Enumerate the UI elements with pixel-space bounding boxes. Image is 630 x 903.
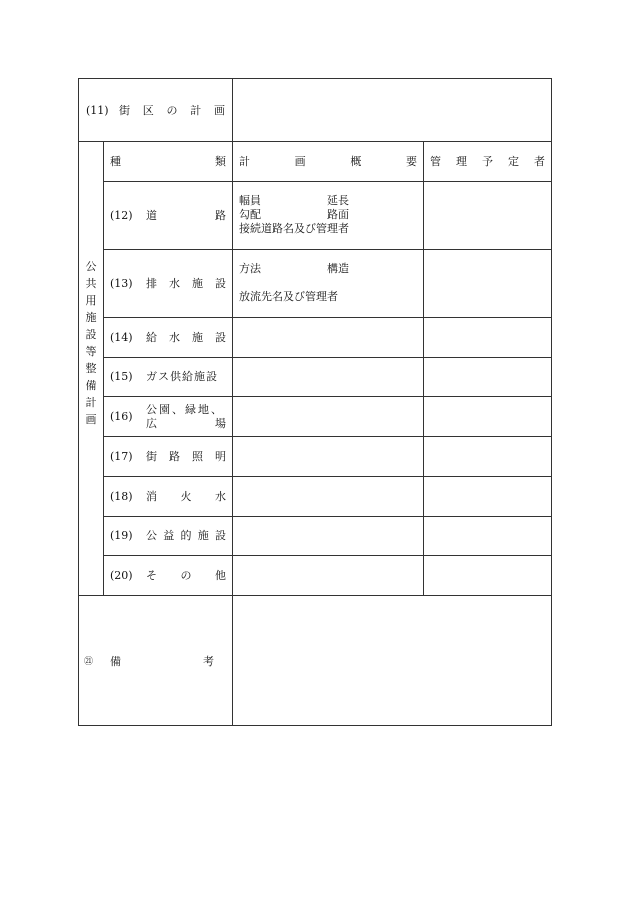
divider xyxy=(103,555,552,556)
label-char: の xyxy=(166,104,178,117)
row-number: ㉑ xyxy=(84,657,94,667)
label-char: 路 xyxy=(215,209,226,222)
public-facilities-title: 公共用施設等整備計画 xyxy=(85,260,97,426)
row-label-water xyxy=(146,331,226,344)
overview-line: 放流先名及び管理者 xyxy=(239,290,338,303)
header-overview xyxy=(239,155,417,168)
label-char: 水 xyxy=(169,277,180,290)
row-number: (16) xyxy=(110,410,133,423)
label-char: 計 xyxy=(190,104,202,117)
row-number: (13) xyxy=(110,277,133,290)
label-char: 施 xyxy=(192,331,203,344)
row-number: (20) xyxy=(110,569,133,582)
label-char: 水 xyxy=(169,331,180,344)
label-char: 施 xyxy=(192,277,203,290)
divider xyxy=(103,249,552,250)
row-label-drainage xyxy=(146,277,226,290)
divider xyxy=(103,181,552,182)
label-char: 備 xyxy=(110,655,121,668)
label-char: そ xyxy=(146,569,157,582)
label-char: 区 xyxy=(142,104,154,117)
label-char: 道 xyxy=(146,209,157,222)
overview-line: 接続道路名及び管理者 xyxy=(239,222,349,235)
overview-line: 幅員 延長 xyxy=(239,194,349,207)
header-char: 概 xyxy=(350,155,362,168)
row-label-gas: ガス供給施設 xyxy=(146,370,218,383)
label-char: 路 xyxy=(169,450,180,463)
divider xyxy=(103,357,552,358)
divider xyxy=(103,436,552,437)
header-kind xyxy=(110,155,226,168)
row-number: (12) xyxy=(110,209,133,222)
header-char: 管 xyxy=(430,155,441,168)
label-char: 益 xyxy=(163,529,175,542)
header-char: 理 xyxy=(456,155,467,168)
divider xyxy=(423,141,424,595)
remarks-label xyxy=(110,655,214,668)
row-label-park-line1: 公園、緑地、 xyxy=(146,403,224,416)
header-char: 類 xyxy=(215,155,226,168)
label-char: 考 xyxy=(203,655,214,668)
label-char: 街 xyxy=(119,104,130,117)
road-overview xyxy=(239,194,349,236)
header-char: 要 xyxy=(405,155,417,168)
row-number: (15) xyxy=(110,370,133,383)
row-label-public-benefit xyxy=(146,529,226,542)
label-char: 火 xyxy=(180,490,192,503)
drainage-overview xyxy=(239,262,349,304)
header-char: 定 xyxy=(508,155,519,168)
header-manager xyxy=(430,155,545,168)
divider xyxy=(78,141,552,142)
header-char: 者 xyxy=(534,155,545,168)
divider xyxy=(78,595,552,596)
row-number: (18) xyxy=(110,490,133,503)
label-char: 設 xyxy=(215,331,226,344)
divider xyxy=(103,516,552,517)
label-char: 給 xyxy=(146,331,157,344)
header-char: 計 xyxy=(239,155,250,168)
form-table xyxy=(78,78,552,726)
label-char: 場 xyxy=(215,417,226,430)
overview-line: 勾配 路面 xyxy=(239,208,349,221)
block-plan-label xyxy=(119,104,225,117)
row-number: (11) xyxy=(86,104,109,117)
divider xyxy=(103,141,104,595)
row-label-park-line2 xyxy=(146,417,226,430)
label-char: 施 xyxy=(197,529,209,542)
divider xyxy=(103,396,552,397)
label-char: 的 xyxy=(180,529,192,542)
row-label-lighting xyxy=(146,450,226,463)
label-char: 画 xyxy=(214,104,225,117)
header-char: 画 xyxy=(294,155,306,168)
label-char: 水 xyxy=(215,490,226,503)
overview-line: 方法 構造 xyxy=(239,262,349,275)
header-char: 予 xyxy=(482,155,493,168)
label-char: 設 xyxy=(215,277,226,290)
label-char: 排 xyxy=(146,277,157,290)
label-char: の xyxy=(180,569,192,582)
label-char: 消 xyxy=(146,490,157,503)
label-char: 他 xyxy=(215,569,226,582)
divider xyxy=(103,317,552,318)
label-char: 明 xyxy=(215,450,226,463)
header-char: 種 xyxy=(110,155,121,168)
divider xyxy=(103,476,552,477)
label-char: 照 xyxy=(192,450,203,463)
label-char: 公 xyxy=(146,529,157,542)
label-char: 広 xyxy=(146,417,157,430)
row-number: (19) xyxy=(110,529,133,542)
label-char: 街 xyxy=(146,450,157,463)
row-number: (14) xyxy=(110,331,133,344)
row-label-other xyxy=(146,569,226,582)
row-number: (17) xyxy=(110,450,133,463)
row-label-road xyxy=(146,209,226,222)
row-label-hydrant xyxy=(146,490,226,503)
divider xyxy=(232,78,233,726)
overview-line xyxy=(239,276,349,290)
label-char: 設 xyxy=(215,529,226,542)
